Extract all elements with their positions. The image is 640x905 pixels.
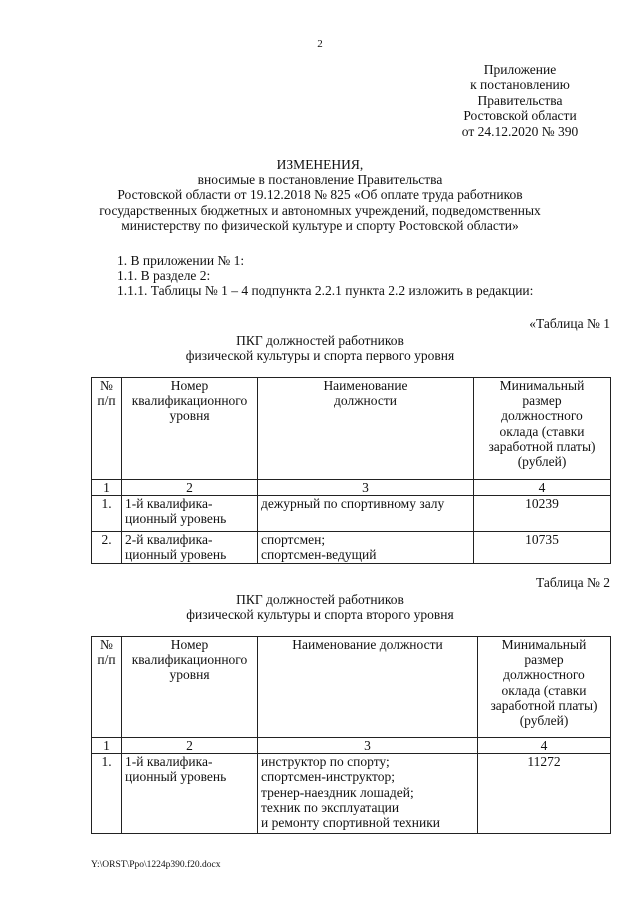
title-line: Ростовской области от 19.12.2018 № 825 «Об оплате труда работников bbox=[117, 187, 523, 203]
level-cell: 2-й квалифика- ционный уровень bbox=[122, 532, 258, 564]
header-num: № п/п bbox=[92, 378, 122, 480]
table1-title-line: ПКГ должностей работников bbox=[236, 333, 404, 348]
header-level: Номер квалификационного уровня bbox=[122, 637, 258, 738]
header-salary: Минимальный размер должностного оклада (ставки заработной платы) (рублей) bbox=[474, 378, 611, 480]
page-number: 2 bbox=[317, 38, 323, 50]
table-row: 2. 2-й квалифика- ционный уровень спортсмен; спортсмен-ведущий 10735 bbox=[92, 532, 611, 564]
table2-header-row bbox=[92, 637, 611, 738]
salary-cell: 10735 bbox=[474, 532, 611, 564]
salary-cell: 11272 bbox=[478, 754, 611, 834]
title-line: государственных бюджетных и автономных учреждений, подведомственных bbox=[99, 202, 541, 218]
header-position: Наименование должности bbox=[258, 637, 478, 738]
header-num: № п/п bbox=[92, 637, 122, 738]
appendix-line: Правительства bbox=[477, 92, 563, 108]
table1-label: «Таблица № 1 bbox=[529, 316, 610, 331]
position-cell: инструктор по спорту; спортсмен-инструктор; тренер-наездник лошадей; техник по эксплуатации и ремонту спортивной техники bbox=[258, 754, 478, 834]
header-position: Наименование должности bbox=[258, 378, 474, 480]
table2-index-row: 1 2 3 4 bbox=[92, 738, 611, 754]
table2-title-line: ПКГ должностей работников bbox=[236, 592, 404, 607]
header-level: Номер квалификационного уровня bbox=[122, 378, 258, 480]
position-cell: дежурный по спортивному залу bbox=[258, 496, 474, 532]
item-line: 1.1. В разделе 2: bbox=[117, 268, 211, 284]
appendix-line: от 24.12.2020 № 390 bbox=[461, 123, 579, 139]
table1-index-row: 1 2 3 4 bbox=[92, 480, 611, 496]
header-salary: Минимальный размер должностного оклада (ставки заработной платы) (рублей) bbox=[478, 637, 611, 738]
table1-title bbox=[100, 333, 540, 364]
level-cell: 1-й квалифика- ционный уровень bbox=[122, 754, 258, 834]
title-line: министерству по физической культуре и спорту Ростовской области» bbox=[121, 217, 519, 233]
table2-label: Таблица № 2 bbox=[536, 575, 610, 590]
table2 bbox=[91, 636, 611, 834]
table-row: 1. 1-й квалифика- ционный уровень дежурный по спортивному залу 10239 bbox=[92, 496, 611, 532]
appendix-line: Приложение bbox=[483, 62, 557, 77]
level-cell: 1-й квалифика- ционный уровень bbox=[122, 496, 258, 532]
position-cell: спортсмен; спортсмен-ведущий bbox=[258, 532, 474, 564]
appendix-line: Ростовской области bbox=[463, 108, 577, 124]
item-line: 1.1.1. Таблицы № 1 – 4 подпункта 2.2.1 пункта 2.2 изложить в редакции: bbox=[117, 283, 534, 299]
salary-cell: 10239 bbox=[474, 496, 611, 532]
table1-header-row bbox=[92, 378, 611, 480]
title-line: вносимые в постановление Правительства bbox=[197, 172, 443, 188]
table2-title bbox=[100, 592, 540, 623]
table1-title-line: физической культуры и спорта первого уровня bbox=[185, 348, 455, 364]
table1 bbox=[91, 377, 611, 564]
title-line: ИЗМЕНЕНИЯ, bbox=[276, 157, 364, 172]
item-line: 1. В приложении № 1: bbox=[117, 253, 245, 268]
file-path-footer: Y:\ORST\Ppo\1224p390.f20.docx bbox=[91, 860, 221, 870]
table-row: 1. 1-й квалифика- ционный уровень инструктор по спорту; спортсмен-инструктор; тренер-наездник лошадей; техник по эксплуатации и ремонту спортивной техники 11272 bbox=[92, 754, 611, 834]
document-title bbox=[40, 157, 600, 233]
appendix-line: к постановлению bbox=[470, 77, 570, 93]
amendment-items bbox=[117, 253, 533, 299]
appendix-block bbox=[420, 62, 620, 139]
table2-title-line: физической культуры и спорта второго уровня bbox=[186, 607, 454, 623]
